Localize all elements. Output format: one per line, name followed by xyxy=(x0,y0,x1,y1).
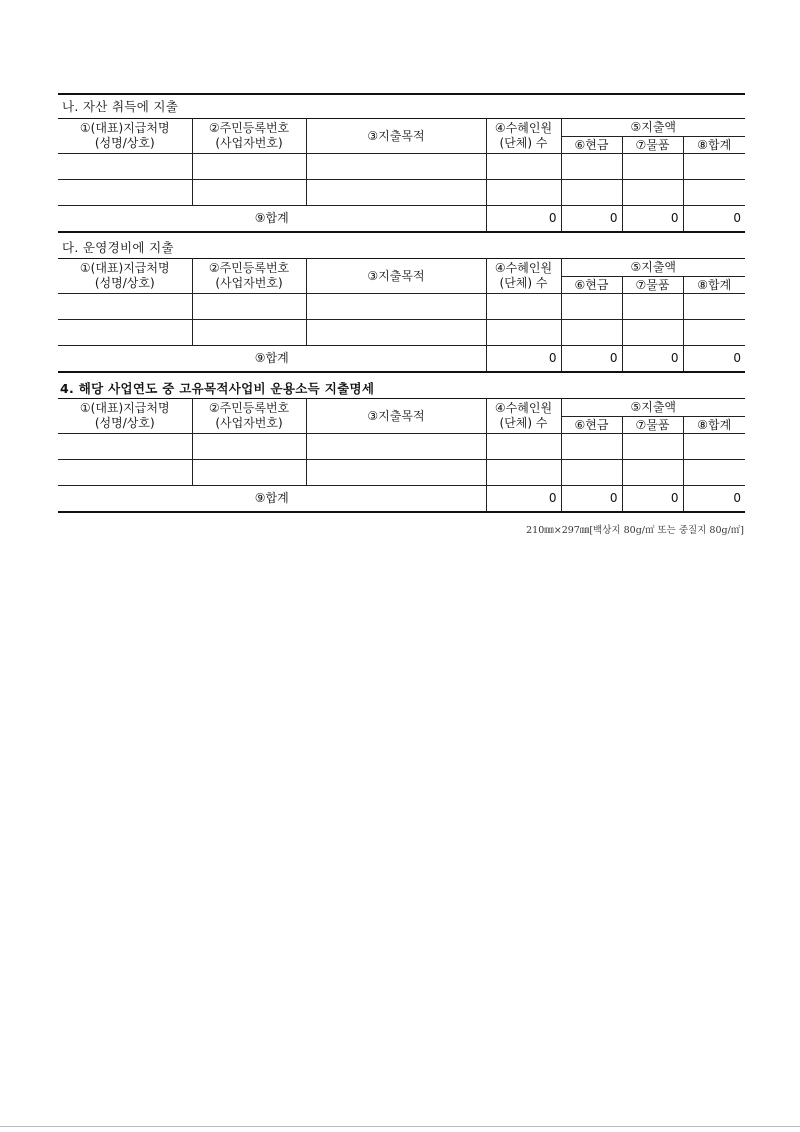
sum-row xyxy=(58,486,745,513)
sum-goods: 0 xyxy=(622,346,683,373)
table-row xyxy=(58,294,745,320)
sum-label: ⑨합계 xyxy=(58,486,486,513)
page-bottom-edge xyxy=(0,1126,800,1127)
sum-beneficiaries: 0 xyxy=(486,486,561,513)
section-title-operating-income: 4. 해당 사업연도 중 고유목적사업비 운용소득 지출명세 xyxy=(60,381,375,396)
sum-label: ⑨합계 xyxy=(58,346,486,373)
header-total: ⑧합계 xyxy=(683,417,745,434)
header-reg-no: ②주민등록번호 (사업자번호) xyxy=(192,119,306,154)
header-payee: ①(대표)지급처명 (성명/상호) xyxy=(58,259,192,294)
header-goods: ⑦물품 xyxy=(622,137,683,154)
header-purpose: ③지출목적 xyxy=(306,259,486,294)
header-payee: ①(대표)지급처명 (성명/상호) xyxy=(58,119,192,154)
paper-spec-note: 210㎜×297㎜[백상지 80g/㎡ 또는 중질지 80g/㎡] xyxy=(526,525,744,536)
header-goods: ⑦물품 xyxy=(622,277,683,294)
header-payee: ①(대표)지급처명 (성명/상호) xyxy=(58,399,192,434)
table-row xyxy=(58,154,745,180)
table-row xyxy=(58,320,745,346)
sum-beneficiaries: 0 xyxy=(486,346,561,373)
table-row xyxy=(58,434,745,460)
section-title-asset: 나. 자산 취득에 지출 xyxy=(62,99,179,114)
sum-cash: 0 xyxy=(561,486,622,513)
header-total: ⑧합계 xyxy=(683,137,745,154)
section-title-operating: 다. 운영경비에 지출 xyxy=(62,240,174,255)
header-goods: ⑦물품 xyxy=(622,417,683,434)
header-total: ⑧합계 xyxy=(683,277,745,294)
sum-goods: 0 xyxy=(622,486,683,513)
table-row xyxy=(58,460,745,486)
header-reg-no: ②주민등록번호 (사업자번호) xyxy=(192,259,306,294)
header-purpose: ③지출목적 xyxy=(306,399,486,434)
table-asset-acquisition xyxy=(58,118,745,233)
header-beneficiaries: ④수혜인원 (단체) 수 xyxy=(486,259,561,294)
table-operating-income-expenses xyxy=(58,398,745,513)
sum-row xyxy=(58,346,745,373)
header-cash: ⑥현금 xyxy=(561,417,622,434)
header-amount: ⑤지출액 xyxy=(561,399,745,417)
table-operating-expenses xyxy=(58,258,745,373)
header-cash: ⑥현금 xyxy=(561,277,622,294)
sum-cash: 0 xyxy=(561,346,622,373)
sum-beneficiaries: 0 xyxy=(486,206,561,233)
sum-total: 0 xyxy=(683,206,745,233)
sum-goods: 0 xyxy=(622,206,683,233)
header-beneficiaries: ④수혜인원 (단체) 수 xyxy=(486,119,561,154)
top-rule xyxy=(58,93,745,95)
header-purpose: ③지출목적 xyxy=(306,119,486,154)
sum-row xyxy=(58,206,745,233)
sum-label: ⑨합계 xyxy=(58,206,486,233)
sum-total: 0 xyxy=(683,486,745,513)
sum-cash: 0 xyxy=(561,206,622,233)
header-beneficiaries: ④수혜인원 (단체) 수 xyxy=(486,399,561,434)
header-amount: ⑤지출액 xyxy=(561,259,745,277)
table-row xyxy=(58,180,745,206)
header-amount: ⑤지출액 xyxy=(561,119,745,137)
header-reg-no: ②주민등록번호 (사업자번호) xyxy=(192,399,306,434)
header-cash: ⑥현금 xyxy=(561,137,622,154)
sum-total: 0 xyxy=(683,346,745,373)
